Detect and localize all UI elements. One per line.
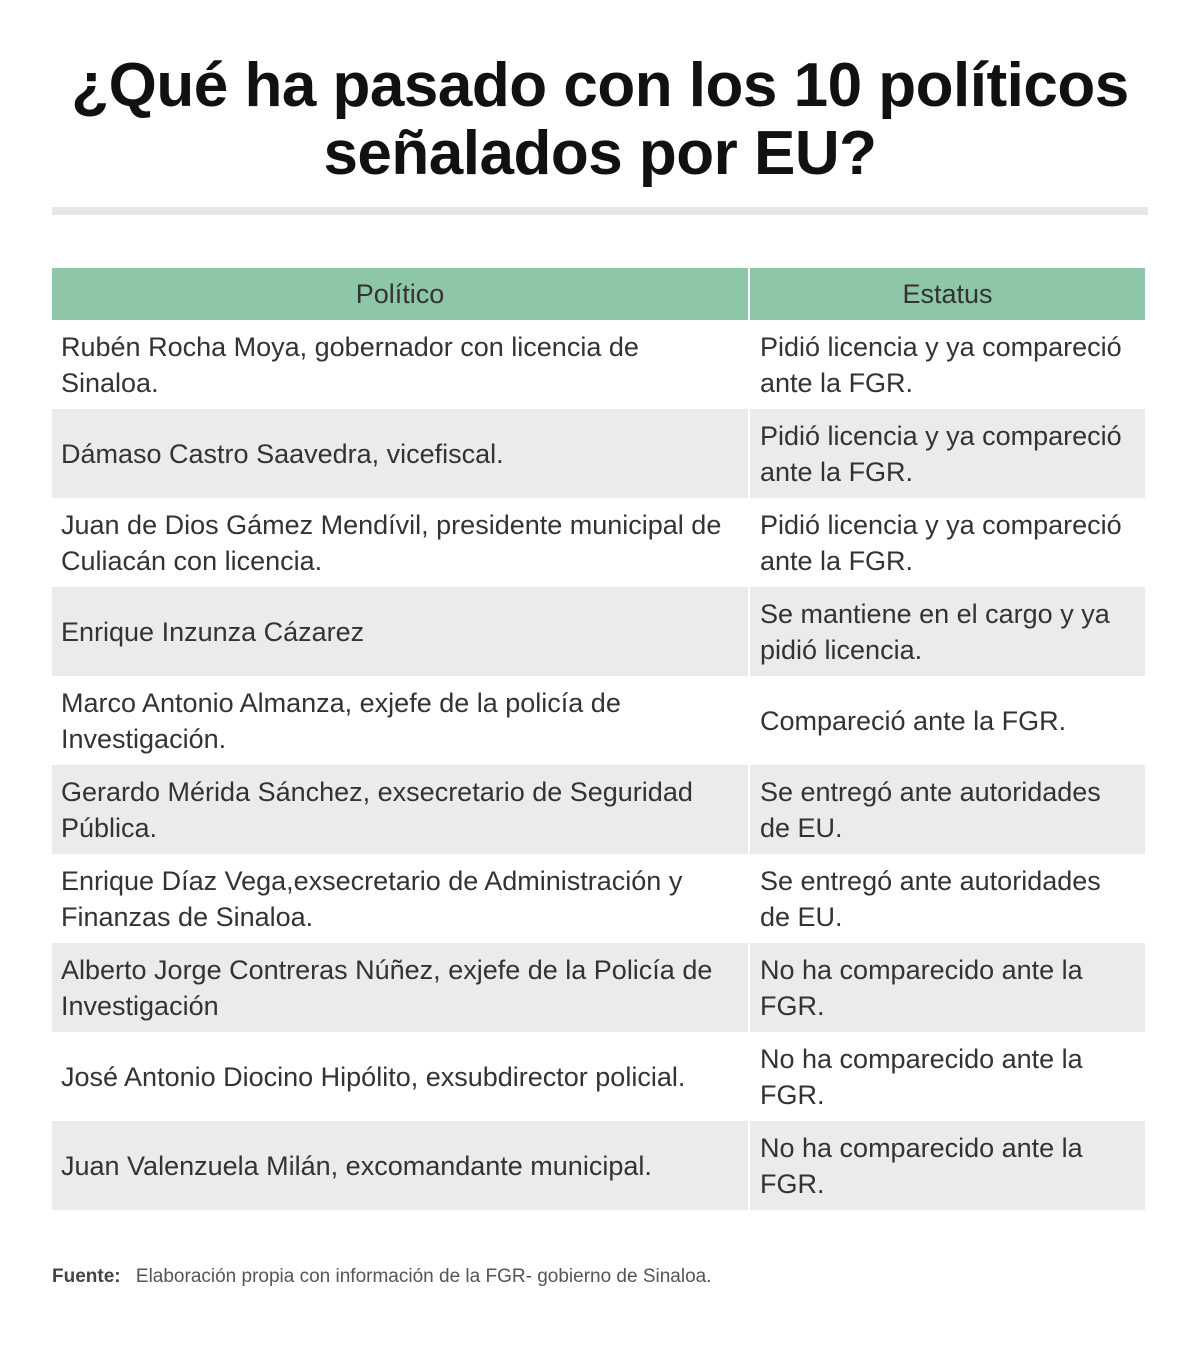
cell-politico: Enrique Inzunza Cázarez [61,616,365,647]
cell-politico: Juan de Dios Gámez Mendívil, presidente municipal de Culiacán con licencia. [61,509,722,576]
cell-estatus: Se entregó ante autoridades de EU. [748,854,1145,943]
cell-estatus: No ha comparecido ante la FGR. [748,1121,1145,1210]
cell-estatus: Pidió licencia y ya compareció ante la FGR. [748,320,1145,409]
table-row [52,676,1145,765]
header-politico: Político [52,268,748,320]
source-label: Fuente: [52,1266,121,1287]
table-row [52,498,1145,587]
cell-politico: José Antonio Diocino Hipólito, exsubdirector policial. [61,1061,686,1092]
cell-politico: Alberto Jorge Contreras Núñez, exjefe de la Policía de Investigación [61,954,713,1021]
table-row [52,409,1145,498]
cell-estatus: Se mantiene en el cargo y ya pidió licencia. [748,587,1145,676]
table-row [52,1121,1145,1210]
table-row [52,320,1145,409]
table-row [52,765,1145,854]
table-row [52,1032,1145,1121]
table-row [52,587,1145,676]
table-header [52,268,1145,320]
page-title [40,52,1160,188]
cell-estatus: Se entregó ante autoridades de EU. [748,765,1145,854]
cell-estatus: No ha comparecido ante la FGR. [748,943,1145,1032]
cell-estatus: Pidió licencia y ya compareció ante la FGR. [748,409,1145,498]
cell-politico: Rubén Rocha Moya, gobernador con licencia de Sinaloa. [61,331,639,398]
header-estatus: Estatus [748,268,1145,320]
politicians-table [52,268,1145,1210]
cell-politico: Enrique Díaz Vega,exsecretario de Administración y Finanzas de Sinaloa. [61,865,683,932]
title-line-2: señalados por EU? [323,119,877,188]
source-note [52,1266,712,1288]
cell-politico: Dámaso Castro Saavedra, vicefiscal. [61,438,504,469]
table-row [52,943,1145,1032]
cell-estatus: No ha comparecido ante la FGR. [748,1032,1145,1121]
cell-estatus: Compareció ante la FGR. [748,676,1145,765]
title-line-1: ¿Qué ha pasado con los 10 políticos [71,51,1129,120]
table-row [52,854,1145,943]
source-text: Elaboración propia con información de la FGR- gobierno de Sinaloa. [135,1266,712,1287]
cell-politico: Juan Valenzuela Milán, excomandante municipal. [61,1150,652,1181]
cell-politico: Gerardo Mérida Sánchez, exsecretario de Seguridad Pública. [61,776,693,843]
cell-estatus: Pidió licencia y ya compareció ante la FGR. [748,498,1145,587]
title-divider [52,207,1148,215]
cell-politico: Marco Antonio Almanza, exjefe de la policía de Investigación. [61,687,621,754]
